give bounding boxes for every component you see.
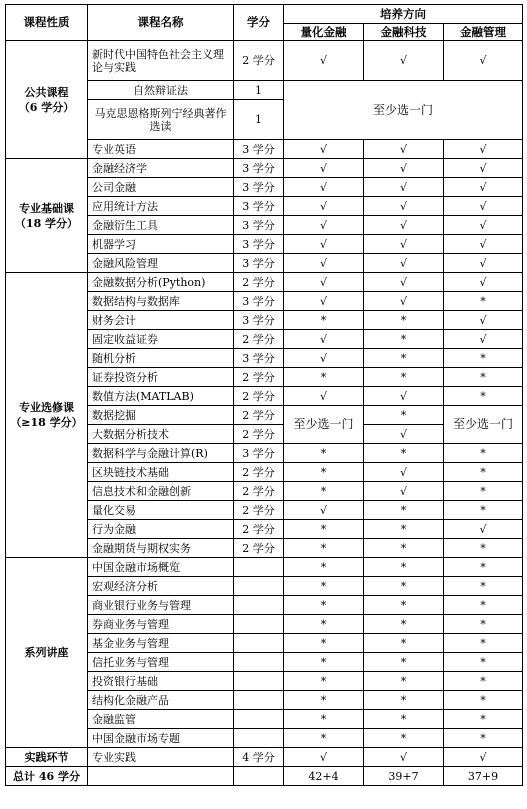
direction-mark: √ (444, 159, 523, 178)
course-name: 财务会计 (88, 311, 234, 330)
direction-mark: * (364, 729, 444, 748)
direction-mark: √ (364, 425, 444, 444)
direction-mark: * (364, 520, 444, 539)
course-name: 证券投资分析 (88, 368, 234, 387)
direction-mark: √ (284, 178, 364, 197)
direction-mark: * (284, 444, 364, 463)
header-direction-management: 金融管理 (444, 24, 523, 41)
course-credit (234, 596, 284, 615)
course-name: 金融衍生工具 (88, 216, 234, 235)
course-name: 数据挖掘 (88, 406, 234, 425)
course-credit (234, 691, 284, 710)
direction-mark: √ (444, 273, 523, 292)
direction-mark: * (444, 691, 523, 710)
course-credit: 3 学分 (234, 444, 284, 463)
course-row (6, 159, 523, 178)
direction-mark: * (364, 615, 444, 634)
direction-mark: * (444, 444, 523, 463)
direction-mark: * (444, 387, 523, 406)
course-name: 金融期货与期权实务 (88, 539, 234, 558)
total-value: 39+7 (364, 767, 444, 786)
header-credit: 学分 (234, 5, 284, 41)
direction-mark: √ (364, 482, 444, 501)
category-title: 系列讲座 (24, 646, 69, 659)
choose-one-note-management: 至少选一门 (444, 406, 523, 444)
direction-mark: √ (444, 216, 523, 235)
direction-mark: √ (284, 140, 364, 159)
total-row (6, 767, 523, 786)
course-name: 结构化金融产品 (88, 691, 234, 710)
direction-mark: * (284, 729, 364, 748)
direction-mark: √ (444, 41, 523, 81)
course-name: 机器学习 (88, 235, 234, 254)
direction-mark: * (364, 444, 444, 463)
category-subtitle: （6 学分） (18, 100, 75, 114)
direction-mark: √ (444, 748, 523, 767)
course-credit: 3 学分 (234, 159, 284, 178)
direction-mark: √ (364, 197, 444, 216)
direction-mark: * (284, 368, 364, 387)
direction-mark: * (364, 501, 444, 520)
course-credit: 2 学分 (234, 330, 284, 349)
course-credit (234, 615, 284, 634)
direction-mark: * (444, 539, 523, 558)
course-name: 金融数据分析(Python) (88, 273, 234, 292)
course-name: 宏观经济分析 (88, 577, 234, 596)
direction-mark: √ (444, 178, 523, 197)
direction-mark: * (364, 691, 444, 710)
course-credit: 2 学分 (234, 41, 284, 81)
header-row-1 (6, 5, 523, 24)
course-credit: 3 学分 (234, 140, 284, 159)
direction-mark: * (444, 558, 523, 577)
direction-mark: * (364, 653, 444, 672)
direction-mark: * (364, 672, 444, 691)
header-direction-quant: 量化金融 (284, 24, 364, 41)
direction-mark: √ (364, 292, 444, 311)
course-name: 金融风险管理 (88, 254, 234, 273)
choose-one-note: 至少选一门 (284, 81, 523, 140)
category-title: 实践环节 (24, 750, 69, 764)
direction-mark: * (284, 615, 364, 634)
course-name: 信托业务与管理 (88, 653, 234, 672)
direction-mark: * (444, 615, 523, 634)
direction-mark: * (444, 596, 523, 615)
course-credit: 2 学分 (234, 406, 284, 425)
course-name: 券商业务与管理 (88, 615, 234, 634)
choose-one-note-quant: 至少选一门 (284, 406, 364, 444)
course-row (6, 41, 523, 81)
direction-mark: √ (284, 273, 364, 292)
course-name: 基金业务与管理 (88, 634, 234, 653)
course-name: 数值方法(MATLAB) (88, 387, 234, 406)
course-credit: 2 学分 (234, 482, 284, 501)
direction-mark: * (444, 292, 523, 311)
direction-mark: √ (284, 159, 364, 178)
direction-mark: √ (284, 292, 364, 311)
course-credit (234, 672, 284, 691)
direction-mark: * (284, 539, 364, 558)
course-credit (234, 653, 284, 672)
course-credit: 2 学分 (234, 368, 284, 387)
direction-mark: * (284, 672, 364, 691)
direction-mark: * (364, 577, 444, 596)
direction-mark: * (444, 653, 523, 672)
course-credit (234, 577, 284, 596)
course-credit: 2 学分 (234, 501, 284, 520)
direction-mark: * (364, 558, 444, 577)
direction-mark: √ (284, 387, 364, 406)
course-name: 大数据分析技术 (88, 425, 234, 444)
direction-mark: √ (284, 216, 364, 235)
course-credit: 3 学分 (234, 311, 284, 330)
direction-mark: √ (364, 273, 444, 292)
category-title: 专业基础课 (19, 201, 74, 215)
category-title: 公共课程 (24, 85, 69, 99)
header-direction-fintech: 金融科技 (364, 24, 444, 41)
course-name: 数据结构与数据库 (88, 292, 234, 311)
direction-mark: * (284, 311, 364, 330)
direction-mark: √ (444, 520, 523, 539)
course-credit: 3 学分 (234, 216, 284, 235)
course-name: 新时代中国特色社会主义理论与实践 (88, 41, 234, 81)
category-title: 专业选修课 (19, 401, 74, 414)
course-credit: 3 学分 (234, 197, 284, 216)
course-name: 公司金融 (88, 178, 234, 197)
direction-mark: * (284, 634, 364, 653)
course-name: 随机分析 (88, 349, 234, 368)
direction-mark: √ (364, 140, 444, 159)
course-credit: 3 学分 (234, 292, 284, 311)
course-name: 量化交易 (88, 501, 234, 520)
direction-mark: √ (284, 349, 364, 368)
direction-mark: * (444, 463, 523, 482)
category-subtitle: （≥18 学分） (10, 416, 83, 429)
course-name: 区块链技术基础 (88, 463, 234, 482)
direction-mark: * (284, 577, 364, 596)
course-name: 固定收益证券 (88, 330, 234, 349)
course-name: 马克思恩格斯列宁经典著作选读 (88, 100, 234, 140)
direction-mark: √ (284, 330, 364, 349)
category-subtitle: （18 学分） (14, 216, 79, 230)
course-credit: 3 学分 (234, 254, 284, 273)
direction-mark: √ (444, 235, 523, 254)
course-name: 金融监管 (88, 710, 234, 729)
category-cell (6, 41, 88, 159)
course-name: 金融经济学 (88, 159, 234, 178)
course-credit: 2 学分 (234, 387, 284, 406)
direction-mark: * (444, 368, 523, 387)
direction-mark: √ (284, 235, 364, 254)
direction-mark: * (364, 539, 444, 558)
course-name: 信息技术和金融创新 (88, 482, 234, 501)
direction-mark: √ (364, 235, 444, 254)
direction-mark: √ (444, 311, 523, 330)
direction-mark: * (444, 501, 523, 520)
direction-mark: * (364, 710, 444, 729)
header-category: 课程性质 (6, 5, 88, 41)
total-blank-credit (234, 767, 284, 786)
course-credit: 3 学分 (234, 349, 284, 368)
course-name: 投资银行基础 (88, 672, 234, 691)
course-name: 中国金融市场概览 (88, 558, 234, 577)
direction-mark: √ (284, 501, 364, 520)
course-credit: 2 学分 (234, 463, 284, 482)
course-name: 商业银行业务与管理 (88, 596, 234, 615)
course-credit (234, 710, 284, 729)
course-credit: 2 学分 (234, 520, 284, 539)
course-name: 专业英语 (88, 140, 234, 159)
course-row (6, 273, 523, 292)
course-credit: 4 学分 (234, 748, 284, 767)
direction-mark: * (284, 463, 364, 482)
direction-mark: √ (284, 748, 364, 767)
total-value: 42+4 (284, 767, 364, 786)
direction-mark: * (364, 368, 444, 387)
direction-mark: * (444, 710, 523, 729)
direction-mark: √ (364, 159, 444, 178)
direction-mark: * (444, 729, 523, 748)
direction-mark: √ (444, 254, 523, 273)
course-name: 数据科学与金融计算(R) (88, 444, 234, 463)
direction-mark: * (444, 349, 523, 368)
course-credit (234, 634, 284, 653)
course-credit: 2 学分 (234, 539, 284, 558)
category-cell (6, 748, 88, 767)
direction-mark: * (364, 311, 444, 330)
total-value: 37+9 (444, 767, 523, 786)
course-name: 应用统计方法 (88, 197, 234, 216)
course-row (6, 748, 523, 767)
direction-mark: * (364, 349, 444, 368)
direction-mark: √ (284, 254, 364, 273)
direction-mark: * (364, 634, 444, 653)
course-name: 行为金融 (88, 520, 234, 539)
direction-mark: * (284, 710, 364, 729)
direction-mark: * (284, 482, 364, 501)
direction-mark: √ (364, 216, 444, 235)
direction-mark: √ (364, 748, 444, 767)
direction-mark: * (444, 634, 523, 653)
header-direction: 培养方向 (284, 5, 523, 24)
direction-mark: * (364, 596, 444, 615)
direction-mark: * (444, 482, 523, 501)
category-cell (6, 159, 88, 273)
direction-mark: * (284, 691, 364, 710)
direction-mark: * (284, 520, 364, 539)
direction-mark: * (444, 577, 523, 596)
direction-mark: * (284, 596, 364, 615)
course-credit: 3 学分 (234, 235, 284, 254)
course-credit (234, 558, 284, 577)
course-name: 中国金融市场专题 (88, 729, 234, 748)
direction-mark: * (444, 672, 523, 691)
direction-mark: √ (364, 41, 444, 81)
category-cell (6, 558, 88, 748)
total-label: 总计 46 学分 (6, 767, 88, 786)
direction-mark: * (364, 406, 444, 425)
direction-mark: * (364, 330, 444, 349)
total-blank-name (88, 767, 234, 786)
direction-mark: √ (364, 463, 444, 482)
curriculum-table (5, 4, 523, 786)
course-row (6, 558, 523, 577)
course-name: 专业实践 (88, 748, 234, 767)
direction-mark: √ (284, 41, 364, 81)
direction-mark: * (284, 653, 364, 672)
direction-mark: √ (444, 330, 523, 349)
direction-mark: √ (284, 197, 364, 216)
direction-mark: √ (364, 387, 444, 406)
header-course-name: 课程名称 (88, 5, 234, 41)
direction-mark: √ (364, 178, 444, 197)
course-credit (234, 729, 284, 748)
course-credit: 2 学分 (234, 273, 284, 292)
direction-mark: √ (364, 254, 444, 273)
course-credit: 1 (234, 81, 284, 100)
category-cell (6, 273, 88, 558)
course-credit: 1 (234, 100, 284, 140)
direction-mark: * (284, 558, 364, 577)
course-credit: 2 学分 (234, 425, 284, 444)
course-credit: 3 学分 (234, 178, 284, 197)
direction-mark: √ (444, 197, 523, 216)
direction-mark: √ (444, 140, 523, 159)
course-name: 自然辩证法 (88, 81, 234, 100)
